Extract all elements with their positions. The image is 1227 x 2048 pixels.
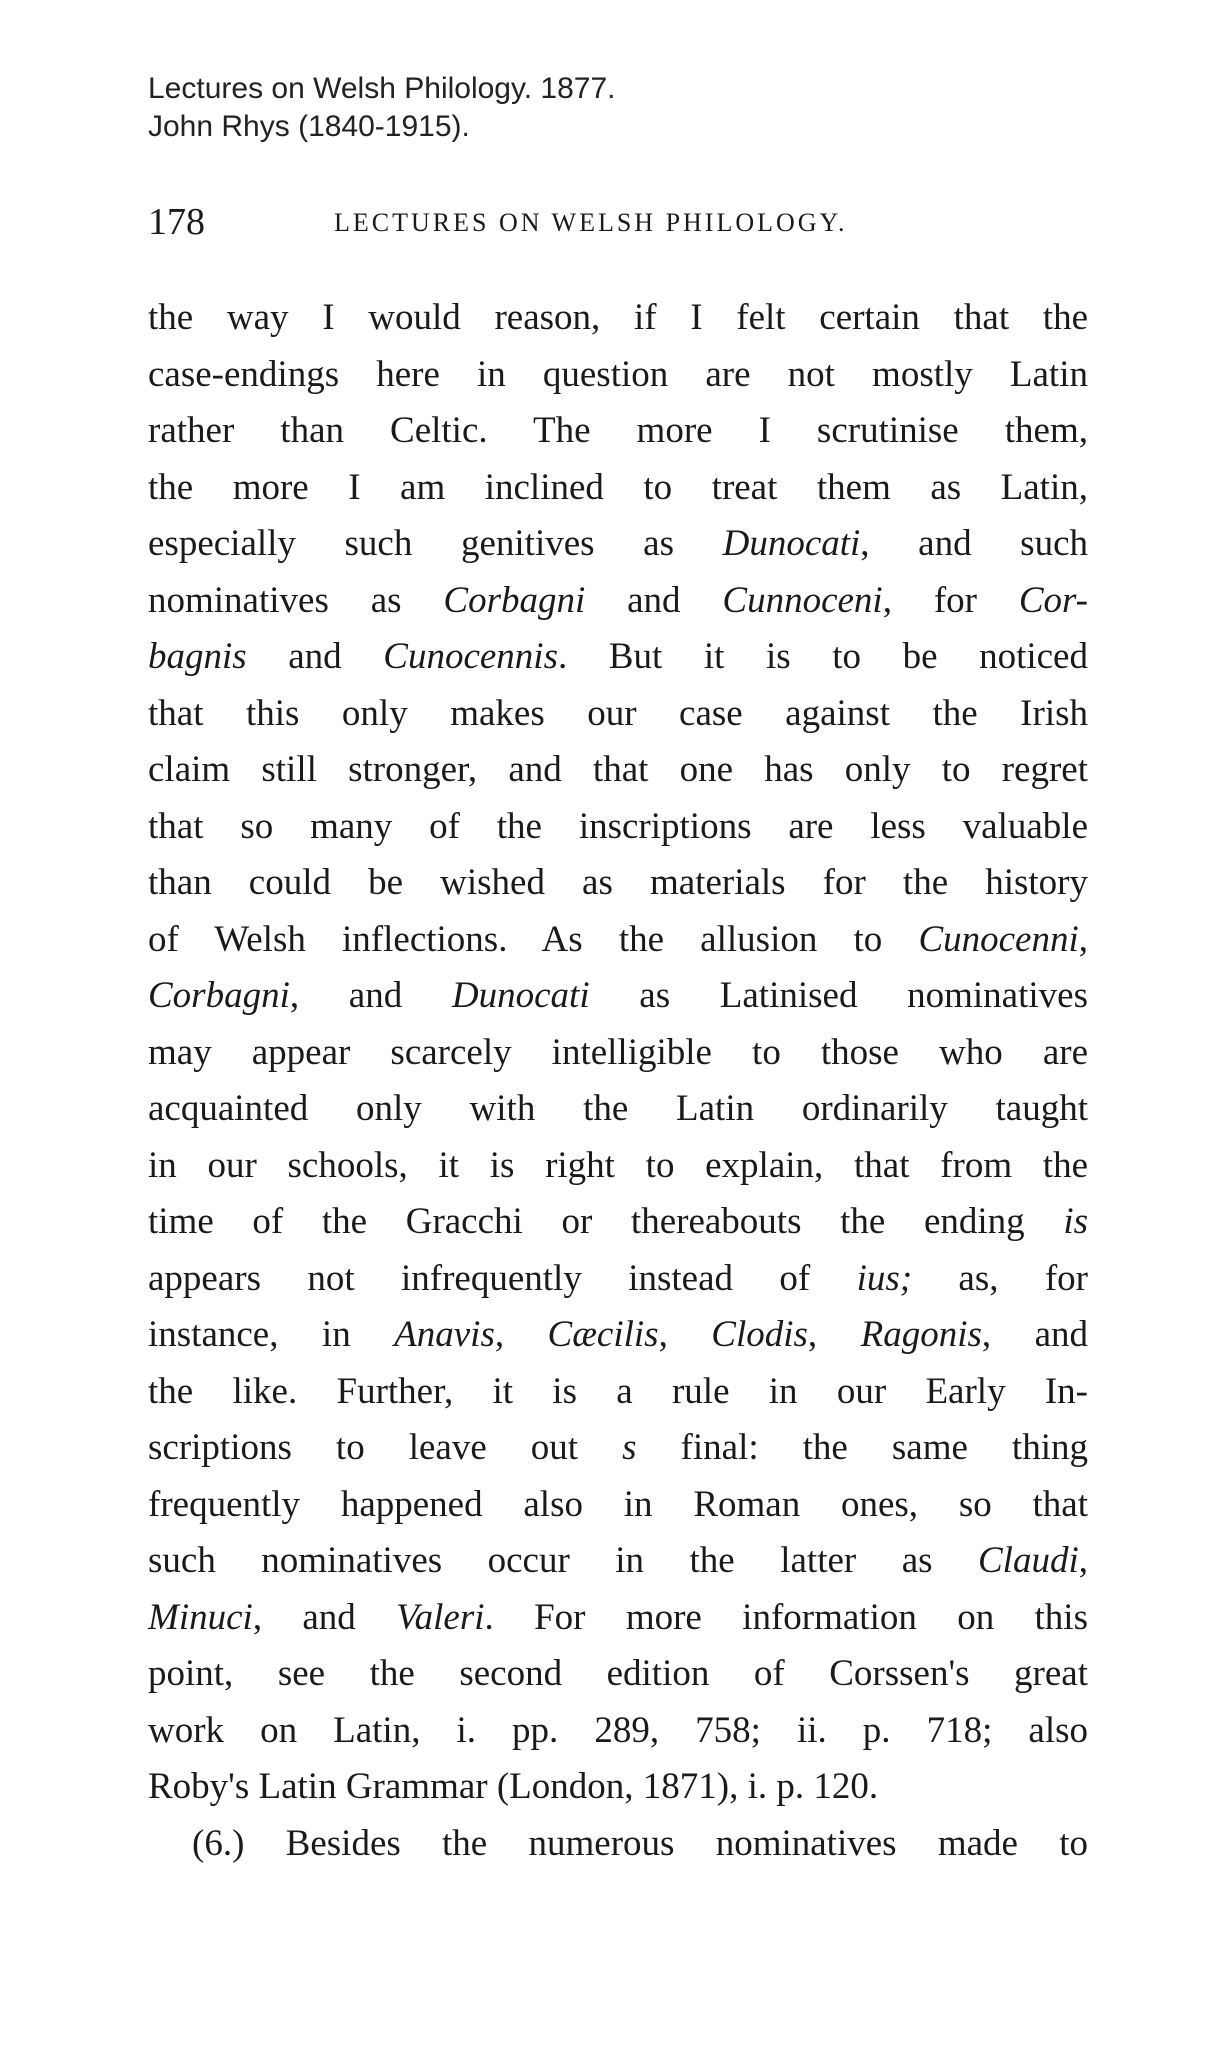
text-line — [148, 1364, 1088, 1421]
italic-term: bagnis — [148, 636, 247, 677]
text-segment: . For more information on this — [484, 1596, 1088, 1638]
text-line — [148, 1251, 1088, 1308]
text-segment: (6.) Besides the numerous nominatives made to — [192, 1822, 1088, 1864]
text-segment: frequently happened also in Roman ones, so that — [148, 1483, 1088, 1525]
text-segment: , and such — [860, 523, 1089, 564]
italic-term: Claudi — [978, 1540, 1079, 1581]
text-line — [148, 1590, 1088, 1647]
text-line — [148, 1081, 1088, 1138]
text-line — [148, 516, 1088, 573]
text-segment: , — [494, 1314, 548, 1355]
text-line — [148, 1646, 1088, 1703]
text-line — [148, 573, 1088, 630]
italic-term: Cunnoceni — [722, 579, 883, 621]
text-line — [148, 403, 1088, 460]
text-segment: and — [246, 636, 384, 677]
italic-term: Anavis — [394, 1314, 495, 1355]
text-segment: the more I am inclined to treat them as Latin, — [148, 466, 1088, 508]
text-segment: , and — [289, 975, 452, 1016]
text-line — [148, 1420, 1088, 1477]
text-segment: . But it is to be noticed — [557, 636, 1088, 677]
text-segment: appears not infrequently instead of — [148, 1257, 857, 1299]
citation-block — [148, 70, 616, 146]
text-segment: instance, in — [148, 1314, 395, 1355]
text-line — [148, 1533, 1088, 1590]
text-segment: claim still stronger, and that one has only to regret — [148, 749, 1088, 790]
citation-title: Lectures on Welsh Philology. 1877. — [148, 72, 616, 105]
italic-term: Dunocati — [451, 975, 590, 1016]
text-line — [148, 855, 1088, 912]
text-line — [148, 1138, 1088, 1195]
text-segment: final: the same thing — [636, 1427, 1088, 1468]
text-segment: as, for — [912, 1257, 1089, 1299]
italic-term: Dunocati — [722, 523, 861, 564]
text-segment: that this only makes our case against the Irish — [148, 692, 1088, 734]
text-segment: that so many of the inscriptions are less valuable — [148, 805, 1088, 847]
text-segment: and — [585, 579, 723, 621]
text-segment: , and — [252, 1596, 397, 1638]
text-line — [148, 629, 1088, 686]
italic-term: Valeri — [396, 1596, 485, 1638]
italic-term: s — [622, 1427, 637, 1468]
text-line — [148, 799, 1088, 856]
italic-term: Minuci — [148, 1596, 253, 1638]
text-line — [148, 1703, 1088, 1760]
text-segment: , and — [981, 1314, 1089, 1355]
text-segment: than could be wished as materials for the history — [148, 862, 1088, 903]
body-text — [148, 290, 1088, 1872]
text-line — [148, 968, 1088, 1025]
text-segment: rather than Celtic. The more I scrutinise them, — [148, 410, 1088, 451]
text-segment: , — [1078, 918, 1088, 960]
text-line — [148, 1025, 1088, 1082]
text-line — [148, 1477, 1088, 1534]
text-segment: , — [1078, 1540, 1088, 1581]
text-line — [148, 742, 1088, 799]
text-line — [148, 686, 1088, 743]
text-segment: work on Latin, i. pp. 289, 758; ii. p. 718; also — [148, 1709, 1088, 1751]
text-segment: point, see the second edition of Corssen's great — [148, 1653, 1088, 1694]
italic-term: is — [1063, 1201, 1088, 1242]
text-segment: the like. Further, it is a rule in our Early In- — [148, 1370, 1088, 1412]
text-segment: especially such genitives as — [148, 523, 723, 564]
text-segment: Roby's Latin Grammar (London, 1871), i. p. 120. — [148, 1766, 879, 1807]
text-segment: the way I would reason, if I felt certain that the — [148, 297, 1088, 338]
italic-term: Ragonis — [860, 1314, 982, 1355]
text-segment: scriptions to leave out — [148, 1427, 623, 1468]
text-segment: time of the Gracchi or thereabouts the ending — [148, 1201, 1064, 1242]
page-number: 178 — [148, 201, 205, 243]
italic-term: ius; — [856, 1257, 913, 1299]
italic-term: Cunocenni — [918, 918, 1079, 960]
text-line — [148, 347, 1088, 404]
text-line — [148, 460, 1088, 517]
text-line — [148, 1307, 1088, 1364]
text-segment: of Welsh inflections. As the allusion to — [148, 918, 919, 960]
citation-author: John Rhys (1840-1915). — [148, 110, 470, 143]
text-line — [148, 1759, 1088, 1816]
italic-term: Corbagni — [443, 579, 586, 621]
text-segment: , — [807, 1314, 861, 1355]
text-line — [148, 290, 1088, 347]
italic-term: Cor- — [1018, 579, 1088, 621]
text-segment: in our schools, it is right to explain, that from the — [148, 1144, 1088, 1186]
text-line — [148, 912, 1088, 969]
italic-term: Corbagni — [148, 975, 290, 1016]
running-header — [148, 200, 1088, 250]
text-segment: acquainted only with the Latin ordinarily taught — [148, 1088, 1088, 1129]
text-segment: , — [658, 1314, 712, 1355]
text-line — [148, 1194, 1088, 1251]
text-segment: as Latinised nominatives — [589, 975, 1088, 1016]
italic-term: Clodis — [711, 1314, 808, 1355]
text-line — [148, 1816, 1088, 1873]
text-segment: may appear scarcely intelligible to those who are — [148, 1031, 1088, 1073]
text-segment: , for — [882, 579, 1019, 621]
running-title: LECTURES ON WELSH PHILOLOGY. — [334, 208, 848, 237]
italic-term: Cunocennis — [383, 636, 558, 677]
text-segment: such nominatives occur in the latter as — [148, 1540, 978, 1581]
italic-term: Cæcilis — [547, 1314, 659, 1355]
text-segment: nominatives as — [148, 579, 444, 621]
text-segment: case-endings here in question are not mostly Latin — [148, 353, 1088, 395]
